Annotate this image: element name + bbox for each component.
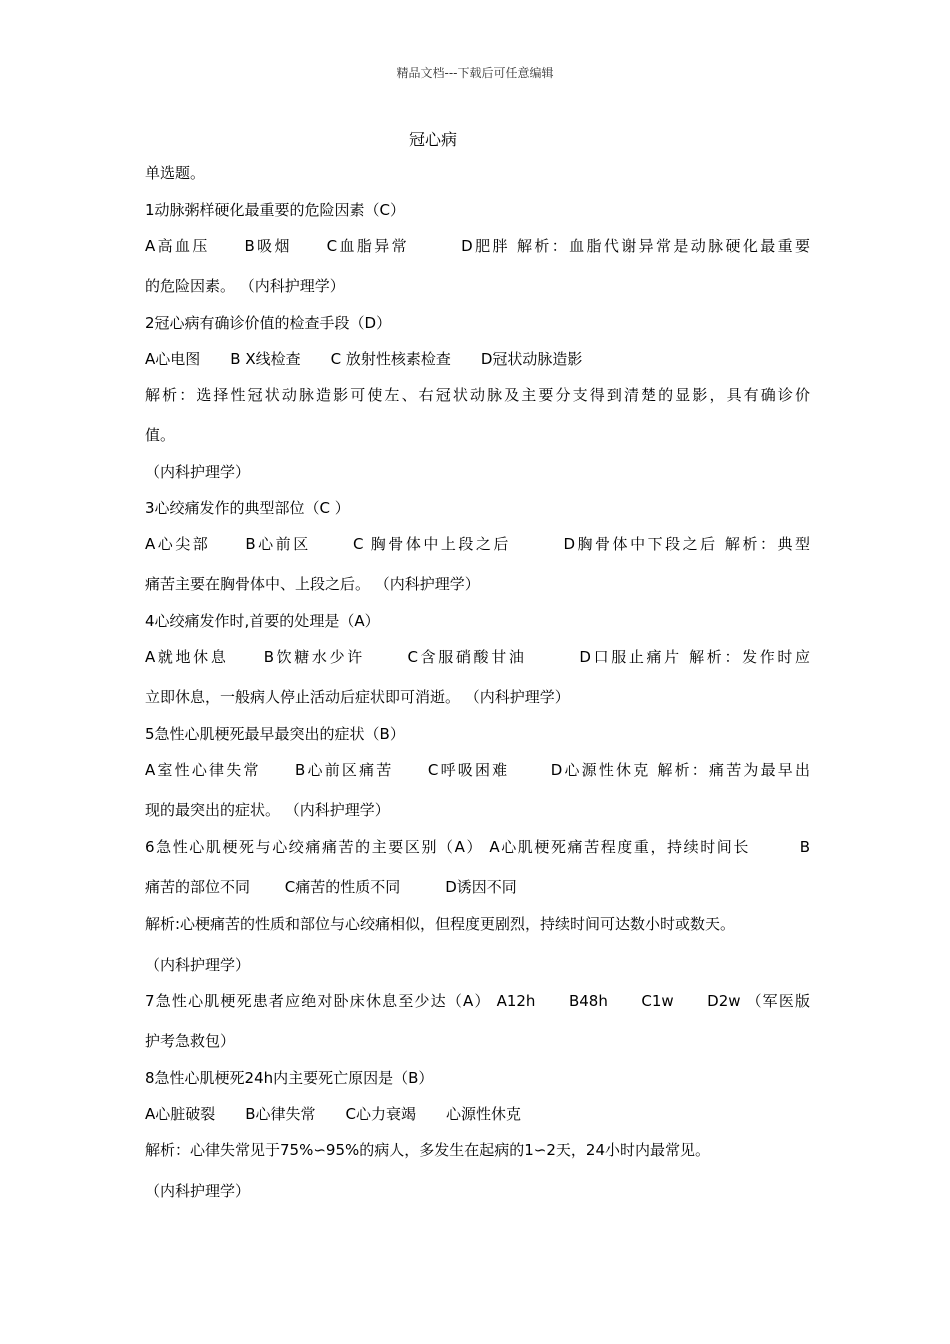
question-6-explanation: 解析:心梗痛苦的性质和部位与心绞痛相似，但程度更剧烈，持续时间可达数小时或数天。 — [145, 915, 736, 933]
document-title: 冠心病 — [408, 130, 457, 149]
question-7: 7急性心肌梗死患者应绝对卧床休息至少达（A） A12h B48h C1w D2w （军医版 — [145, 992, 810, 1010]
question-2-explanation-cont: 值。 — [145, 426, 176, 444]
page-header: 精品文档---下载后可任意编辑 — [396, 66, 554, 80]
question-8-options: A心脏破裂 B心律失常 C心力衰竭 心源性休克 — [145, 1105, 522, 1123]
question-2-explanation: 解析：选择性冠状动脉造影可使左、右冠状动脉及主要分支得到清楚的显影，具有确诊价 — [145, 386, 810, 404]
question-7-source: 护考急救包） — [145, 1032, 236, 1050]
question-5-options: A室性心律失常 B心前区痛苦 C呼吸困难 D心源性休克 解析：痛苦为最早出 — [145, 761, 810, 779]
question-1: 1动脉粥样硬化最重要的危险因素（C） — [145, 201, 406, 219]
question-1-options: A高血压 B吸烟 C血脂异常 D肥胖 解析：血脂代谢异常是动脉硬化最重要 — [145, 237, 810, 255]
question-5-explanation: 现的最突出的症状。 （内科护理学） — [145, 801, 390, 819]
question-8-explanation: 解析：心律失常见于75%∽95%的病人，多发生在起病的1∽2天，24小时内最常见。 — [145, 1141, 710, 1159]
question-4-options: A就地休息 B饮糖水少许 C含服硝酸甘油 D口服止痛片 解析：发作时应 — [145, 648, 810, 666]
question-6: 6急性心肌梗死与心绞痛痛苦的主要区别（A） A心肌梗死痛苦程度重，持续时间长 B — [145, 838, 810, 856]
question-1-explanation: 的危险因素。 （内科护理学） — [145, 277, 345, 295]
question-4: 4心绞痛发作时,首要的处理是（A） — [145, 612, 380, 630]
section-label: 单选题。 — [145, 164, 206, 182]
question-2-options: A心电图 B X线检查 C 放射性核素检查 D冠状动脉造影 — [145, 350, 583, 368]
question-6-source: （内科护理学） — [145, 956, 251, 974]
question-2: 2冠心病有确诊价值的检查手段（D） — [145, 314, 392, 332]
question-3: 3心绞痛发作的典型部位（C ） — [145, 499, 350, 517]
question-3-explanation: 痛苦主要在胸骨体中、上段之后。 （内科护理学） — [145, 575, 480, 593]
question-2-source: （内科护理学） — [145, 463, 251, 481]
question-6-options: 痛苦的部位不同 C痛苦的性质不同 D诱因不同 — [145, 878, 517, 896]
question-8: 8急性心肌梗死24h内主要死亡原因是（B） — [145, 1069, 434, 1087]
question-5: 5急性心肌梗死最早最突出的症状（B） — [145, 725, 405, 743]
question-4-explanation: 立即休息，一般病人停止活动后症状即可消逝。 （内科护理学） — [145, 688, 570, 706]
question-8-source: （内科护理学） — [145, 1182, 251, 1200]
question-3-options: A心尖部 B心前区 C 胸骨体中上段之后 D胸骨体中下段之后 解析：典型 — [145, 535, 810, 553]
